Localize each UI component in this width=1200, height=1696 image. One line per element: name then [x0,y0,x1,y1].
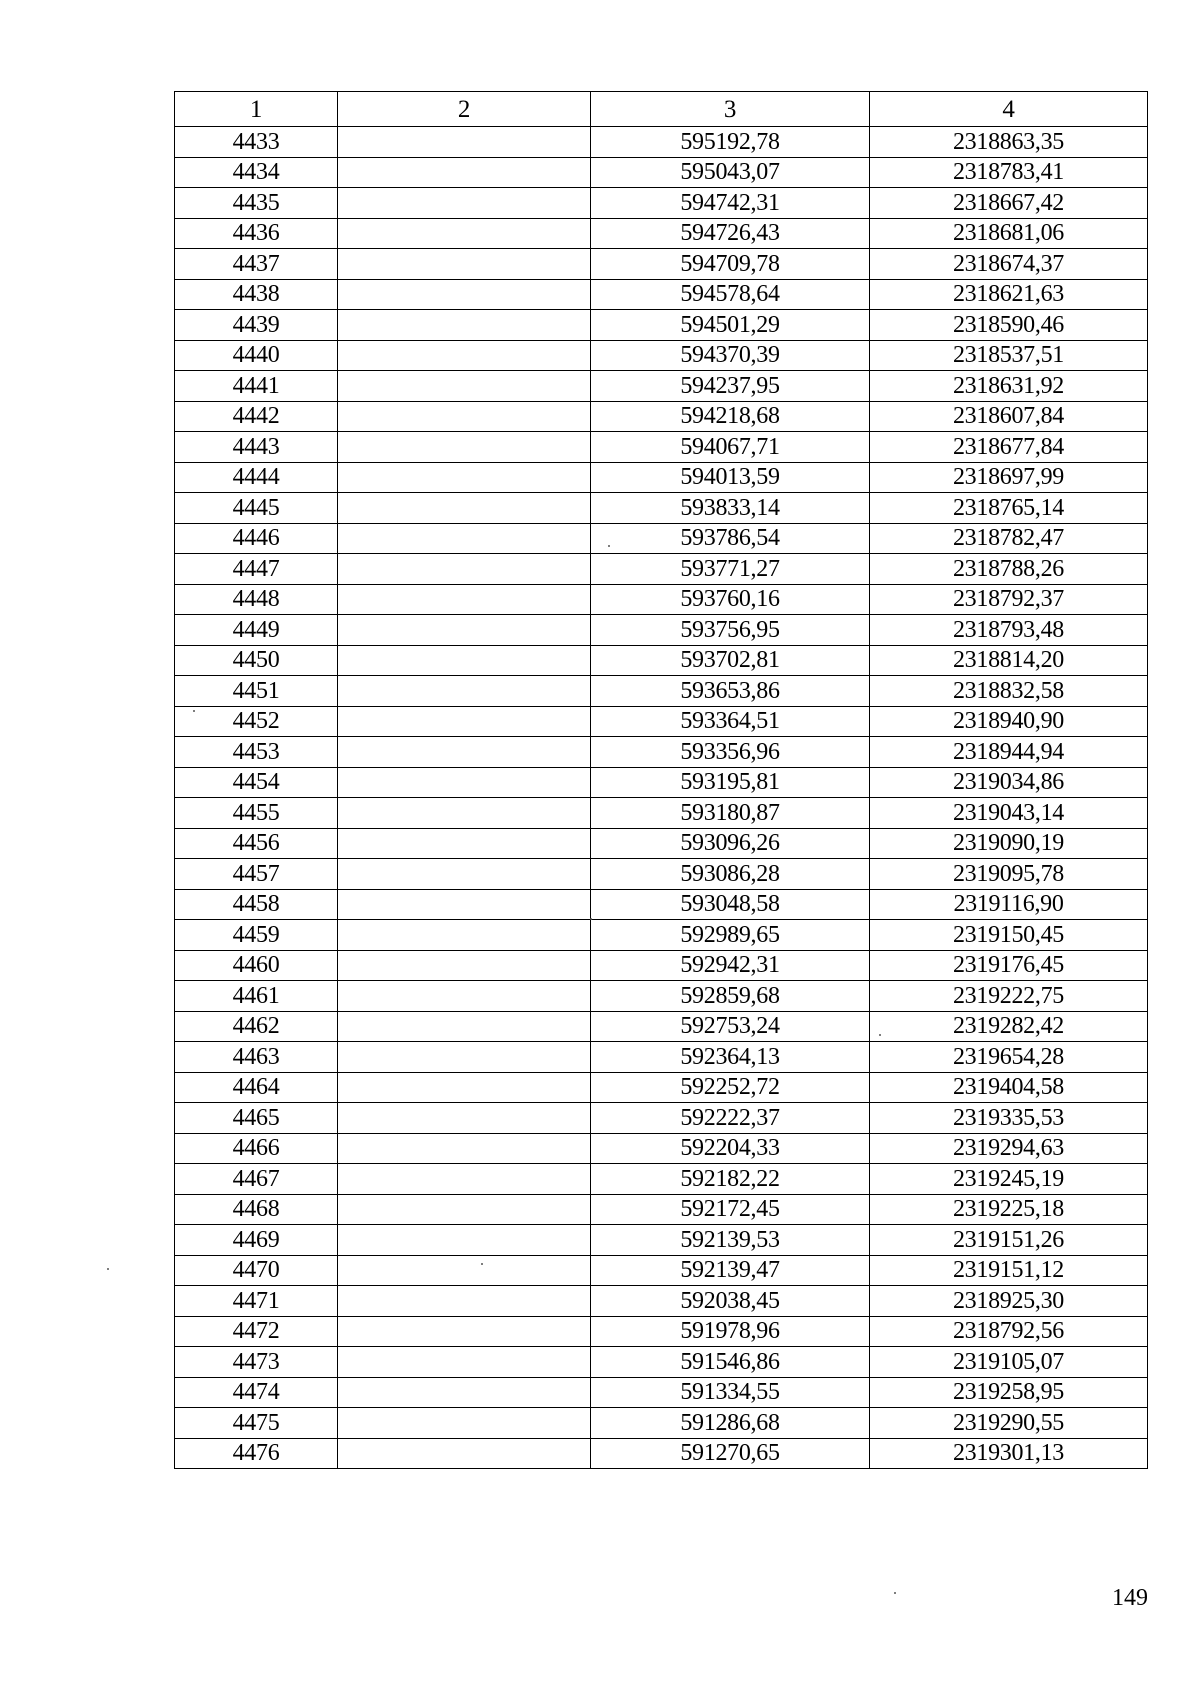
scan-speck [608,545,610,547]
x-coordinate-cell: 592139,53 [591,1225,870,1256]
x-coordinate-cell: 594742,31 [591,188,870,219]
y-coordinate-cell: 2319222,75 [870,981,1148,1012]
blank-cell [338,188,591,219]
x-coordinate-cell: 594013,59 [591,462,870,493]
x-coordinate-cell: 594067,71 [591,432,870,463]
y-coordinate-cell: 2318792,56 [870,1316,1148,1347]
point-number-cell: 4465 [175,1103,338,1134]
table-row [175,1347,1148,1378]
blank-cell [338,737,591,768]
x-coordinate-cell: 591270,65 [591,1438,870,1469]
table-row [175,1255,1148,1286]
table-row [175,249,1148,280]
y-coordinate-cell: 2318621,63 [870,279,1148,310]
point-number-cell: 4447 [175,554,338,585]
table-row [175,889,1148,920]
y-coordinate-cell: 2318783,41 [870,157,1148,188]
blank-cell [338,1286,591,1317]
blank-cell [338,1164,591,1195]
point-number-cell: 4457 [175,859,338,890]
x-coordinate-cell: 594726,43 [591,218,870,249]
table-row [175,493,1148,524]
blank-cell [338,1255,591,1286]
blank-cell [338,981,591,1012]
x-coordinate-cell: 593048,58 [591,889,870,920]
blank-cell [338,645,591,676]
point-number-cell: 4451 [175,676,338,707]
point-number-cell: 4463 [175,1042,338,1073]
x-coordinate-cell: 592204,33 [591,1133,870,1164]
table-row [175,1286,1148,1317]
table-row [175,1194,1148,1225]
x-coordinate-cell: 593771,27 [591,554,870,585]
y-coordinate-cell: 2318925,30 [870,1286,1148,1317]
x-coordinate-cell: 593180,87 [591,798,870,829]
point-number-cell: 4474 [175,1377,338,1408]
y-coordinate-cell: 2319258,95 [870,1377,1148,1408]
point-number-cell: 4461 [175,981,338,1012]
blank-cell [338,706,591,737]
x-coordinate-cell: 593195,81 [591,767,870,798]
table-row [175,859,1148,890]
y-coordinate-cell: 2319105,07 [870,1347,1148,1378]
scan-speck [590,918,592,920]
y-coordinate-cell: 2318681,06 [870,218,1148,249]
table-row [175,310,1148,341]
x-coordinate-cell: 594578,64 [591,279,870,310]
table-row [175,523,1148,554]
table-row [175,1316,1148,1347]
x-coordinate-cell: 593833,14 [591,493,870,524]
x-coordinate-cell: 592989,65 [591,920,870,951]
table-row [175,615,1148,646]
y-coordinate-cell: 2319404,58 [870,1072,1148,1103]
table-row [175,218,1148,249]
blank-cell [338,798,591,829]
point-number-cell: 4475 [175,1408,338,1439]
table-row [175,1042,1148,1073]
blank-cell [338,1194,591,1225]
blank-cell [338,950,591,981]
blank-cell [338,279,591,310]
table-body [175,127,1148,1469]
table-row [175,645,1148,676]
y-coordinate-cell: 2318537,51 [870,340,1148,371]
blank-cell [338,1103,591,1134]
x-coordinate-cell: 591334,55 [591,1377,870,1408]
x-coordinate-cell: 593786,54 [591,523,870,554]
table-row [175,737,1148,768]
y-coordinate-cell: 2318940,90 [870,706,1148,737]
point-number-cell: 4434 [175,157,338,188]
y-coordinate-cell: 2319335,53 [870,1103,1148,1134]
y-coordinate-cell: 2319034,86 [870,767,1148,798]
y-coordinate-cell: 2319116,90 [870,889,1148,920]
x-coordinate-cell: 594501,29 [591,310,870,341]
table-row [175,1011,1148,1042]
blank-cell [338,1377,591,1408]
y-coordinate-cell: 2318667,42 [870,188,1148,219]
x-coordinate-cell: 591546,86 [591,1347,870,1378]
point-number-cell: 4476 [175,1438,338,1469]
table-header [175,92,1148,127]
scan-speck [894,1592,896,1594]
y-coordinate-cell: 2319151,26 [870,1225,1148,1256]
column-header-1: 1 [175,92,338,127]
y-coordinate-cell: 2318697,99 [870,462,1148,493]
blank-cell [338,157,591,188]
point-number-cell: 4469 [175,1225,338,1256]
table-row [175,279,1148,310]
y-coordinate-cell: 2318832,58 [870,676,1148,707]
table-row [175,950,1148,981]
table-row [175,1377,1148,1408]
table-row [175,554,1148,585]
page-number: 149 [1112,1585,1148,1611]
blank-cell [338,310,591,341]
point-number-cell: 4440 [175,340,338,371]
y-coordinate-cell: 2318674,37 [870,249,1148,280]
table-row [175,1408,1148,1439]
point-number-cell: 4470 [175,1255,338,1286]
point-number-cell: 4444 [175,462,338,493]
x-coordinate-cell: 593760,16 [591,584,870,615]
table-row [175,828,1148,859]
blank-cell [338,462,591,493]
x-coordinate-cell: 594709,78 [591,249,870,280]
blank-cell [338,1408,591,1439]
point-number-cell: 4445 [175,493,338,524]
table-row [175,1133,1148,1164]
point-number-cell: 4450 [175,645,338,676]
y-coordinate-cell: 2319176,45 [870,950,1148,981]
table-row [175,584,1148,615]
blank-cell [338,1133,591,1164]
scan-speck [879,1034,881,1036]
scan-speck [481,1263,483,1265]
point-number-cell: 4435 [175,188,338,219]
point-number-cell: 4462 [175,1011,338,1042]
point-number-cell: 4471 [175,1286,338,1317]
point-number-cell: 4460 [175,950,338,981]
y-coordinate-cell: 2319290,55 [870,1408,1148,1439]
y-coordinate-cell: 2318607,84 [870,401,1148,432]
blank-cell [338,1316,591,1347]
y-coordinate-cell: 2318782,47 [870,523,1148,554]
table-row [175,981,1148,1012]
blank-cell [338,767,591,798]
x-coordinate-cell: 591978,96 [591,1316,870,1347]
y-coordinate-cell: 2319301,13 [870,1438,1148,1469]
y-coordinate-cell: 2319225,18 [870,1194,1148,1225]
y-coordinate-cell: 2318944,94 [870,737,1148,768]
table-row [175,798,1148,829]
coordinates-table [174,91,1148,1469]
blank-cell [338,920,591,951]
blank-cell [338,1438,591,1469]
y-coordinate-cell: 2319654,28 [870,1042,1148,1073]
blank-cell [338,889,591,920]
x-coordinate-cell: 595192,78 [591,127,870,158]
blank-cell [338,859,591,890]
point-number-cell: 4459 [175,920,338,951]
y-coordinate-cell: 2319150,45 [870,920,1148,951]
point-number-cell: 4442 [175,401,338,432]
point-number-cell: 4472 [175,1316,338,1347]
column-header-3: 3 [591,92,870,127]
point-number-cell: 4473 [175,1347,338,1378]
y-coordinate-cell: 2318814,20 [870,645,1148,676]
y-coordinate-cell: 2318788,26 [870,554,1148,585]
point-number-cell: 4448 [175,584,338,615]
x-coordinate-cell: 592364,13 [591,1042,870,1073]
y-coordinate-cell: 2318793,48 [870,615,1148,646]
column-header-4: 4 [870,92,1148,127]
point-number-cell: 4453 [175,737,338,768]
y-coordinate-cell: 2318765,14 [870,493,1148,524]
x-coordinate-cell: 592252,72 [591,1072,870,1103]
point-number-cell: 4443 [175,432,338,463]
point-number-cell: 4468 [175,1194,338,1225]
y-coordinate-cell: 2318863,35 [870,127,1148,158]
point-number-cell: 4464 [175,1072,338,1103]
blank-cell [338,828,591,859]
table-row [175,1225,1148,1256]
point-number-cell: 4452 [175,706,338,737]
column-header-2: 2 [338,92,591,127]
x-coordinate-cell: 593096,26 [591,828,870,859]
point-number-cell: 4456 [175,828,338,859]
point-number-cell: 4438 [175,279,338,310]
blank-cell [338,1225,591,1256]
table-row [175,1072,1148,1103]
y-coordinate-cell: 2318590,46 [870,310,1148,341]
table-row [175,371,1148,402]
blank-cell [338,1072,591,1103]
y-coordinate-cell: 2318792,37 [870,584,1148,615]
x-coordinate-cell: 594237,95 [591,371,870,402]
blank-cell [338,676,591,707]
blank-cell [338,523,591,554]
y-coordinate-cell: 2319151,12 [870,1255,1148,1286]
table-row [175,157,1148,188]
table-row [175,188,1148,219]
x-coordinate-cell: 592942,31 [591,950,870,981]
blank-cell [338,432,591,463]
point-number-cell: 4437 [175,249,338,280]
x-coordinate-cell: 591286,68 [591,1408,870,1439]
point-number-cell: 4433 [175,127,338,158]
point-number-cell: 4455 [175,798,338,829]
table-row [175,1164,1148,1195]
blank-cell [338,615,591,646]
y-coordinate-cell: 2319095,78 [870,859,1148,890]
header-row [175,92,1148,127]
point-number-cell: 4441 [175,371,338,402]
point-number-cell: 4446 [175,523,338,554]
table-row [175,676,1148,707]
point-number-cell: 4458 [175,889,338,920]
x-coordinate-cell: 592172,45 [591,1194,870,1225]
y-coordinate-cell: 2318631,92 [870,371,1148,402]
table-row [175,920,1148,951]
y-coordinate-cell: 2319294,63 [870,1133,1148,1164]
blank-cell [338,340,591,371]
table-row [175,767,1148,798]
y-coordinate-cell: 2319282,42 [870,1011,1148,1042]
point-number-cell: 4439 [175,310,338,341]
point-number-cell: 4449 [175,615,338,646]
x-coordinate-cell: 592038,45 [591,1286,870,1317]
point-number-cell: 4454 [175,767,338,798]
x-coordinate-cell: 592859,68 [591,981,870,1012]
x-coordinate-cell: 593364,51 [591,706,870,737]
x-coordinate-cell: 593086,28 [591,859,870,890]
table-row [175,462,1148,493]
x-coordinate-cell: 593702,81 [591,645,870,676]
point-number-cell: 4436 [175,218,338,249]
table-row [175,432,1148,463]
x-coordinate-cell: 593756,95 [591,615,870,646]
x-coordinate-cell: 592222,37 [591,1103,870,1134]
blank-cell [338,371,591,402]
y-coordinate-cell: 2319245,19 [870,1164,1148,1195]
y-coordinate-cell: 2319043,14 [870,798,1148,829]
blank-cell [338,493,591,524]
blank-cell [338,584,591,615]
table-row [175,127,1148,158]
scan-speck [193,710,195,712]
table-row [175,1438,1148,1469]
blank-cell [338,249,591,280]
x-coordinate-cell: 593653,86 [591,676,870,707]
point-number-cell: 4467 [175,1164,338,1195]
blank-cell [338,401,591,432]
x-coordinate-cell: 592753,24 [591,1011,870,1042]
blank-cell [338,127,591,158]
scan-speck [107,1268,109,1270]
y-coordinate-cell: 2318677,84 [870,432,1148,463]
x-coordinate-cell: 595043,07 [591,157,870,188]
point-number-cell: 4466 [175,1133,338,1164]
blank-cell [338,1347,591,1378]
x-coordinate-cell: 594370,39 [591,340,870,371]
blank-cell [338,218,591,249]
x-coordinate-cell: 593356,96 [591,737,870,768]
table-row [175,340,1148,371]
x-coordinate-cell: 592139,47 [591,1255,870,1286]
y-coordinate-cell: 2319090,19 [870,828,1148,859]
table-row [175,1103,1148,1134]
blank-cell [338,1011,591,1042]
x-coordinate-cell: 592182,22 [591,1164,870,1195]
table-row [175,706,1148,737]
blank-cell [338,1042,591,1073]
table-row [175,401,1148,432]
blank-cell [338,554,591,585]
x-coordinate-cell: 594218,68 [591,401,870,432]
